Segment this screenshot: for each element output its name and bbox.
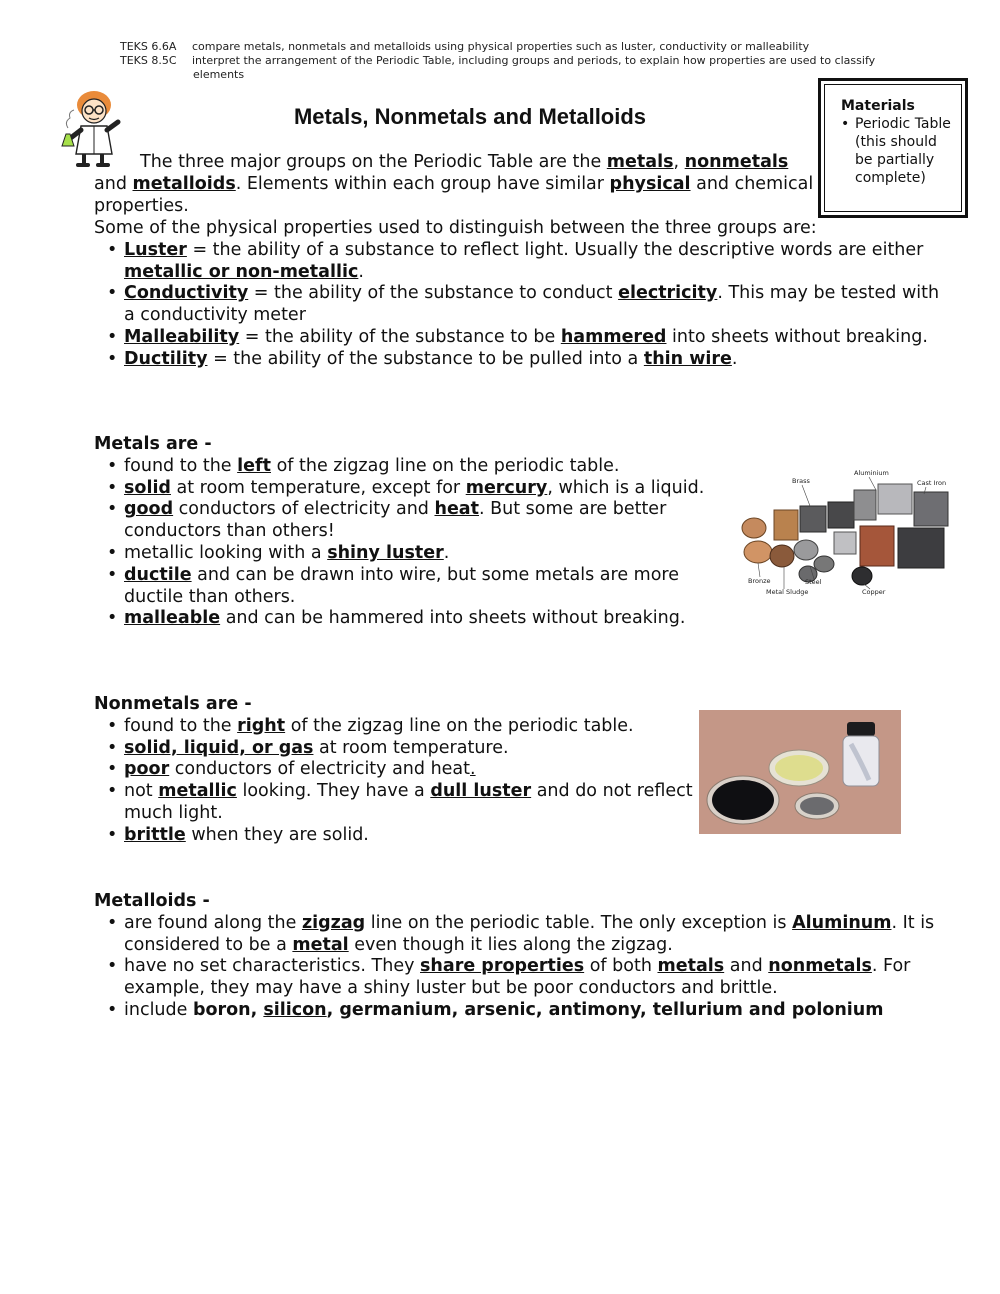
list-item: • malleable and can be hammered into sheets without breaking.	[94, 608, 734, 630]
properties-intro: Some of the physical properties used to distinguish between the three groups are:	[94, 218, 817, 238]
term-physical: physical	[609, 173, 691, 194]
teks-text: interpret the arrangement of the Periodic Table, including groups and periods, to explain how properties are used to classify	[192, 54, 876, 67]
metalloids-list	[94, 913, 944, 1022]
list-item: • include boron, silicon, germanium, arsenic, antimony, tellurium and polonium	[94, 1000, 944, 1022]
intro-text: The three major groups on the Periodic Table are the	[140, 152, 607, 172]
photo-label: Steel	[805, 578, 822, 586]
property-term: Luster	[124, 239, 187, 260]
metal-samples-photo	[736, 466, 962, 602]
list-item: • brittle when they are solid.	[94, 825, 694, 847]
key-term: right	[237, 715, 286, 736]
section-heading: Metals are -	[94, 434, 212, 454]
list-item: • found to the left of the zigzag line on the periodic table.	[94, 456, 734, 478]
property-key: hammered	[560, 326, 667, 347]
properties-section	[94, 218, 944, 371]
property-term: Malleability	[124, 326, 240, 347]
metals-list	[94, 456, 734, 630]
key-term: nonmetals	[768, 956, 872, 977]
key-term: good	[124, 499, 174, 520]
key-term: zigzag	[301, 912, 366, 933]
key-term: solid	[124, 477, 171, 498]
list-item: • not metallic looking. They have a dull luster and do not reflect much light.	[94, 781, 694, 825]
page-title: Metals, Nonmetals and Metalloids	[293, 104, 647, 129]
list-item: • metallic looking with a shiny luster.	[94, 543, 734, 565]
teks-code: TEKS 8.5C	[120, 54, 177, 67]
list-item: • have no set characteristics. They share properties of both metals and nonmetals. For example, they may have a shiny luster but be poor conductors and brittle.	[94, 956, 944, 1000]
term-nonmetals: nonmetals	[684, 152, 789, 172]
photo-label: Bronze	[748, 577, 771, 585]
list-item: • solid, liquid, or gas at room temperature.	[94, 738, 694, 760]
properties-list	[94, 240, 944, 371]
key-term: malleable	[124, 608, 221, 629]
list-item: • are found along the zigzag line on the periodic table. The only exception is Aluminum. It is considered to be a metal even though it lies along the zigzag.	[94, 913, 944, 957]
section-heading: Metalloids -	[94, 891, 210, 911]
intro-text: . Elements within each group have similar	[235, 173, 610, 194]
teks-line	[120, 54, 875, 68]
key-term: silicon	[263, 999, 327, 1020]
teks-text: compare metals, nonmetals and metalloids using physical properties such as luster, conductivity or malleability	[192, 40, 810, 53]
section-heading: Nonmetals are -	[94, 694, 252, 714]
photo-label: Metal Sludge	[766, 588, 809, 596]
intro-text: and chemical properties.	[94, 173, 814, 216]
list-item: • Conductivity = the ability of the substance to conduct electricity. This may be tested with a conductivity meter	[94, 283, 944, 327]
key-term: metal	[292, 934, 349, 955]
key-term: poor	[124, 759, 170, 780]
list-item: • solid at room temperature, except for mercury, which is a liquid.	[94, 478, 734, 500]
photo-label: Cast Iron	[917, 479, 947, 487]
key-term: dull luster	[430, 781, 532, 802]
property-term: Ductility	[124, 348, 208, 369]
metals-section	[94, 434, 734, 630]
key-term: boron,	[192, 999, 264, 1020]
key-term: metals	[657, 956, 725, 977]
materials-box	[818, 78, 968, 218]
key-term: solid, liquid, or gas	[124, 737, 314, 758]
key-term: metallic	[158, 781, 237, 802]
nonmetal-samples-photo	[699, 710, 901, 834]
key-term: Aluminum	[792, 912, 892, 933]
photo-label: Aluminium	[854, 469, 889, 477]
key-term: mercury	[465, 477, 548, 498]
materials-item-text: Periodic Table (this should be partially complete)	[855, 116, 951, 186]
key-term: shiny luster	[327, 542, 444, 563]
list-item: • Ductility = the ability of the substance to be pulled into a thin wire.	[94, 349, 944, 371]
key-term: , germanium, arsenic, antimony, tellurium and polonium	[326, 999, 884, 1020]
materials-heading: Materials	[841, 98, 915, 114]
intro-text: and	[94, 173, 133, 194]
term-metalloids: metalloids	[132, 173, 236, 194]
nonmetals-section	[94, 694, 694, 847]
list-item: • good conductors of electricity and heat. But some are better conductors than others!	[94, 499, 734, 543]
list-item: • ductile and can be drawn into wire, but some metals are more ductile than others.	[94, 565, 734, 609]
teks-standards	[120, 40, 875, 82]
list-item: • poor conductors of electricity and heat.	[94, 759, 694, 781]
property-key: thin wire	[643, 348, 732, 369]
photo-label: Brass	[792, 477, 810, 485]
teks-code: TEKS 6.6A	[120, 40, 177, 53]
key-term: share properties	[420, 956, 585, 977]
list-item: • Malleability = the ability of the substance to be hammered into sheets without breaking.	[94, 327, 944, 349]
key-term: heat	[434, 499, 479, 520]
key-term: left	[237, 455, 271, 476]
teks-line	[120, 40, 875, 54]
photo-label: Copper	[862, 588, 886, 596]
list-item: • found to the right of the zigzag line on the periodic table.	[94, 716, 694, 738]
materials-item: • Periodic Table (this should be partially complete)	[841, 115, 955, 187]
list-item: • Luster = the ability of a substance to reflect light. Usually the descriptive words are either metallic or non-metallic.	[94, 240, 944, 284]
intro-paragraph	[94, 152, 814, 217]
metalloids-section	[94, 891, 944, 1022]
property-term: Conductivity	[124, 283, 249, 304]
term-metals: metals	[606, 152, 674, 172]
key-term: brittle	[124, 824, 186, 845]
nonmetals-list	[94, 716, 694, 847]
property-key: metallic or non-metallic	[124, 261, 359, 282]
teks-line-continued: elements	[193, 68, 245, 81]
property-key: electricity	[618, 283, 718, 304]
intro-text: ,	[673, 152, 680, 172]
key-term: ductile	[124, 564, 192, 585]
